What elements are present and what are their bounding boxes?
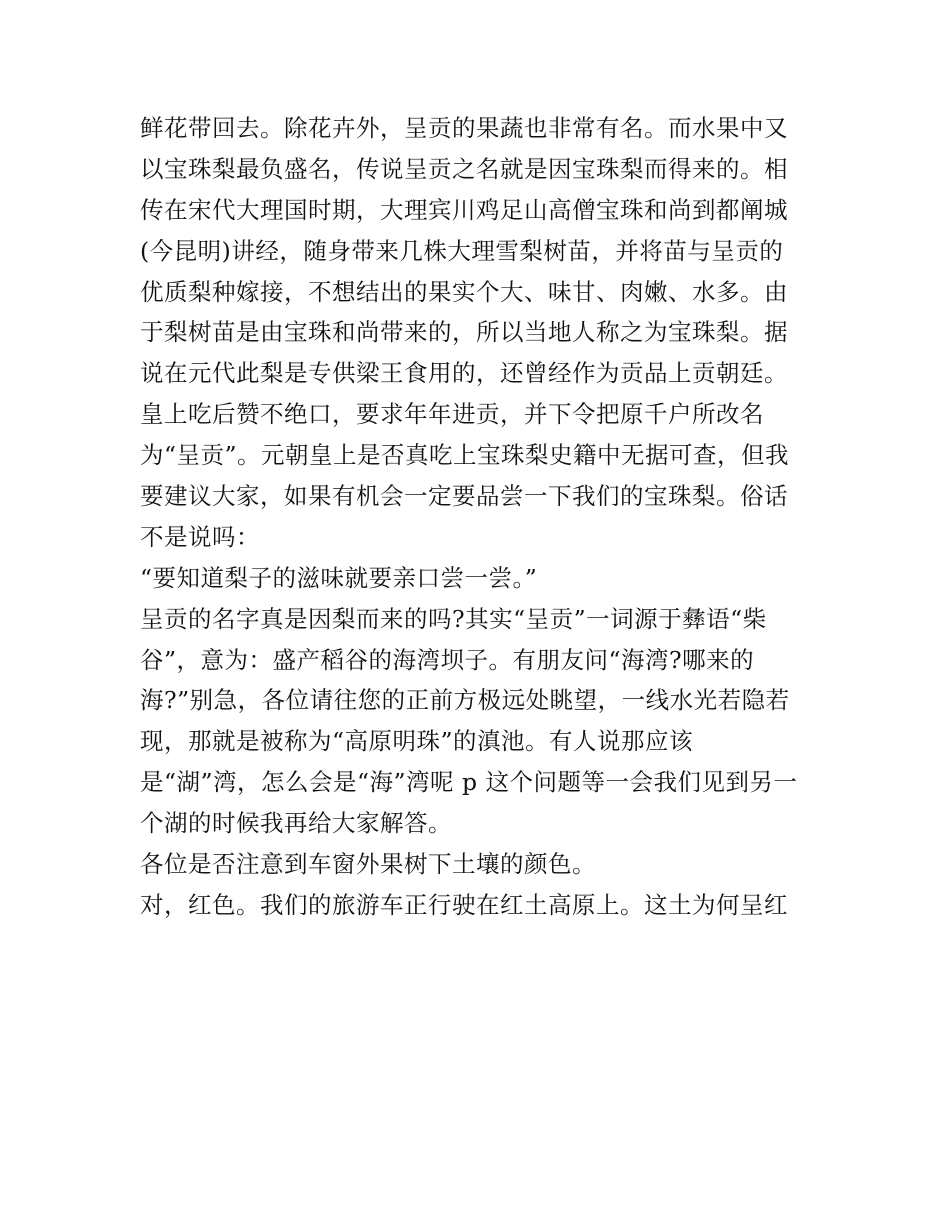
text-line: (今昆明)讲经，随身带来几株大理雪梨树苗，并将苗与呈贡的 [140, 236, 784, 265]
text-line: 鲜花带回去。除花卉外，呈贡的果蔬也非常有名。而水果中又 [140, 114, 788, 142]
text-line: 为“呈贡”。元朝皇上是否真吃上宝珠梨史籍中无据可查，但我 [140, 441, 790, 470]
text-line: 对，红色。我们的旅游车正行驶在红土高原上。这土为何呈红 [140, 890, 788, 919]
body-text [140, 108, 820, 926]
text-line: 传在宋代大理国时期，大理宾川鸡足山高僧宝珠和尚到都阐城 [140, 195, 788, 224]
text-line: 优质梨种嫁接，不想结出的果实个大、味甘、肉嫩、水多。由 [140, 277, 788, 306]
text-line: 皇上吃后赞不绝口，要求年年进贡，并下令把原千户所改名 [140, 400, 764, 429]
text-line: 是“湖”湾，怎么会是“海”湾呢 p 这个问题等一会我们见到另一 [140, 768, 798, 797]
text-line: 呈贡的名字真是因梨而来的吗?其实“呈贡”一词源于彝语“柴 [140, 604, 767, 633]
text-line: 以宝珠梨最负盛名，传说呈贡之名就是因宝珠梨而得来的。相 [140, 154, 788, 183]
text-line: 现，那就是被称为“高原明珠”的滇池。有人说那应该 [140, 727, 694, 756]
text-line: 个湖的时候我再给大家解答。 [140, 809, 452, 838]
text-line: 不是说吗： [140, 522, 260, 551]
text-line: 谷”，意为：盛产稻谷的海湾坝子。有朋友问“海湾?哪来的 [140, 645, 755, 674]
text-line: 说在元代此梨是专供梁王食用的，还曾经作为贡品上贡朝廷。 [140, 359, 788, 388]
text-line: 要建议大家，如果有机会一定要品尝一下我们的宝珠梨。俗话 [140, 482, 788, 511]
text-line: 于梨树苗是由宝珠和尚带来的，所以当地人称之为宝珠梨。据 [140, 318, 788, 347]
text-line: 各位是否注意到车窗外果树下土壤的颜色。 [140, 850, 596, 879]
text-line: “要知道梨子的滋味就要亲口尝一尝。” [140, 563, 538, 592]
text-line: 海?”别急，各位请往您的正前方极远处眺望，一线水光若隐若 [140, 686, 790, 715]
